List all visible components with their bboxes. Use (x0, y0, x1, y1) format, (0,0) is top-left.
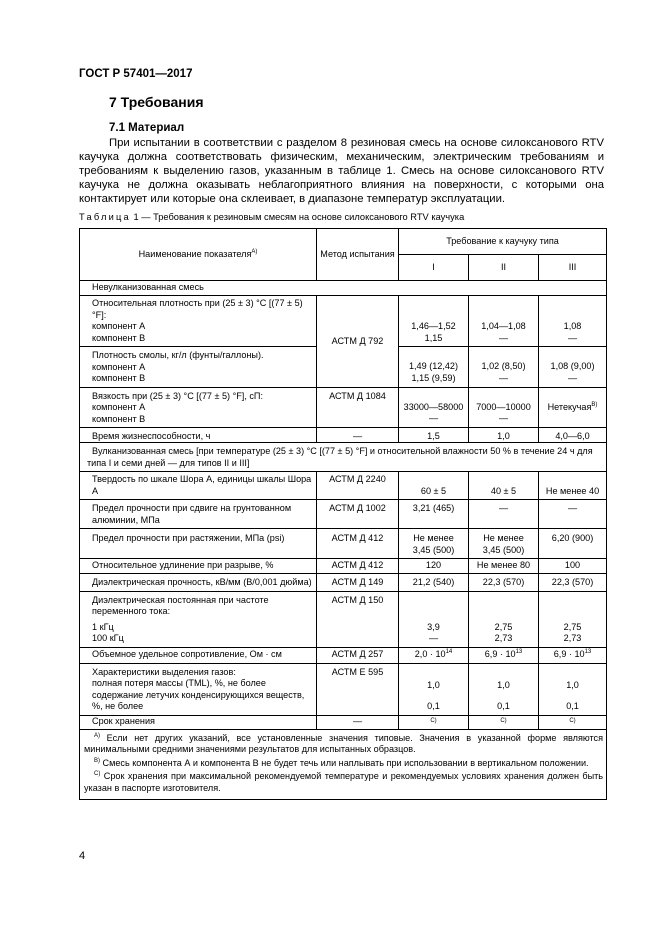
value-cell: 6,9 · 10 (484, 649, 516, 660)
section-title: 7 Требования (109, 94, 204, 110)
value-cell: 1,0 (566, 679, 579, 690)
method-cell: АСТМ Д 2240 (317, 472, 399, 500)
value-cell: — (498, 372, 509, 383)
value-cell: Нетекучая (547, 401, 592, 412)
table-row (80, 387, 607, 428)
table-row (80, 647, 607, 663)
value-cell: 33000—58000 (403, 401, 464, 412)
row-name: Твердость по шкале Шора А, единицы шкалы Шора А (80, 472, 317, 500)
table-row (80, 715, 607, 729)
value-cell: 40 ± 5 (469, 472, 539, 500)
component-a-label: компонент А (92, 402, 146, 412)
frequency-label: 1 кГц (92, 621, 114, 632)
footnote-ref: В) (591, 401, 598, 408)
value-cell: 1,5 (399, 428, 469, 443)
table-footnotes (80, 729, 607, 800)
row-name: Предел прочности при сдвиге на грунтованном алюминии, МПа (80, 500, 317, 529)
value-cell: Не менее (483, 533, 524, 543)
component-b-label: компонент В (92, 413, 146, 424)
value-cell: 100 (539, 559, 607, 574)
row-name: Плотность смолы, кг/л (фунты/галлоны). (92, 350, 264, 360)
method-cell: АСТМ Д 1002 (317, 500, 399, 529)
table-row (80, 663, 607, 715)
method-cell: АСТМ Д 412 (317, 529, 399, 559)
method-cell: — (317, 715, 399, 729)
value-cell: 2,0 · 10 (414, 649, 446, 660)
value-cell: — (539, 500, 607, 529)
method-cell: АСТМ Д 1084 (317, 387, 399, 428)
value-cell: — (428, 413, 439, 423)
row-name: Диэлектрическая постоянная при частоте переменного тока: (92, 594, 269, 616)
value-cell: 2,73 (563, 633, 582, 643)
table-row (80, 428, 607, 443)
table-row (80, 529, 607, 559)
table-row (80, 591, 607, 647)
table-row (80, 472, 607, 500)
method-cell: АСТМ Д 792 (317, 296, 399, 388)
row-name: Срок хранения (80, 715, 317, 729)
footnote-ref: С) (469, 715, 539, 729)
value-cell: 1,0 (469, 428, 539, 443)
header-type-ii: II (469, 255, 539, 281)
exponent: 13 (584, 649, 592, 656)
header-type-iii: III (539, 255, 607, 281)
value-cell: 2,75 (563, 621, 582, 632)
value-cell: 4,0—6,0 (539, 428, 607, 443)
method-cell: АСТМ Е 595 (317, 663, 399, 715)
value-cell: 1,04—1,08 (481, 321, 526, 331)
exponent: 14 (445, 649, 453, 656)
value-cell: 6,9 · 10 (553, 649, 585, 660)
value-cell: 1,08 (9,00) (550, 361, 595, 371)
table-row (80, 574, 607, 592)
value-cell: 60 ± 5 (399, 472, 469, 500)
caption-text: 1 — Требования к резиновым смесям на основе силоксанового RTV каучука (130, 212, 465, 222)
value-cell: Не менее 40 (539, 472, 607, 500)
method-cell: АСТМ Д 257 (317, 647, 399, 663)
value-cell: 2,73 (494, 633, 513, 643)
value-cell: 3,45 (500) (482, 544, 525, 555)
uncured-title: Невулканизованная смесь (80, 281, 607, 296)
value-cell: — (567, 372, 578, 383)
value-cell: 22,3 (570) (469, 574, 539, 592)
footnote-c: $^{С)}$ Срок хранения при максимальной рекомендуемой температуре и рекомендуемых условиях хранения должен быть указан в паспорте изготовителя. (84, 770, 604, 793)
value-cell: 1,02 (8,50) (481, 361, 526, 371)
row-name: Характеристики выделения газов: (92, 666, 236, 677)
value-cell: — (469, 500, 539, 529)
method-cell: АСТМ Д 412 (317, 559, 399, 574)
value-cell: 1,49 (12,42) (408, 361, 459, 371)
value-cell: 3,21 (465) (399, 500, 469, 529)
table-row (80, 500, 607, 529)
table-row (80, 559, 607, 574)
value-cell: 0,1 (566, 701, 579, 711)
method-cell: АСТМ Д 149 (317, 574, 399, 592)
row-name: Вязкость при (25 ± 3) °С [(77 ± 5) °F], сП: (92, 390, 263, 401)
value-cell: 6,20 (900) (539, 529, 607, 559)
row-name: Предел прочности при растяжении, МПа (psi) (80, 529, 317, 559)
caption-label: Таблица (79, 212, 131, 222)
footnote-ref: С) (539, 715, 607, 729)
row-name: Объемное удельное сопротивление, Ом · см (80, 647, 317, 663)
component-b-label: компонент В (92, 373, 146, 383)
gas-tml-label: полная потеря массы (TML), %, не более (92, 678, 266, 688)
value-cell: 1,08 (563, 321, 582, 331)
header-requirement: Требование к каучуку типа (399, 229, 607, 255)
subsection-title: 7.1 Материал (109, 122, 185, 134)
value-cell: — (498, 332, 509, 343)
header-method: Метод испытания (317, 229, 399, 281)
page-number: 4 (79, 850, 86, 862)
row-name: Относительная плотность при (25 ± 3) °С [(77 ± 5) °F]: (92, 298, 303, 320)
value-cell: 1,0 (427, 679, 440, 690)
value-cell: 1,15 (424, 332, 443, 343)
cured-title: Вулканизованная смесь [при температуре (25 ± 3) °С [(77 ± 5) °F] и относительной влажности 50 % в течение 24 ч для типа I и семи дней — для типов II и III] (80, 443, 607, 472)
footnote-b: $^{В)}$ Смесь компонента А и компонента В не будет течь или наплывать при использовании в вертикальном положении. (94, 757, 589, 768)
component-a-label: компонент А (92, 361, 146, 372)
exponent: 13 (515, 649, 523, 656)
value-cell: 0,1 (427, 701, 440, 711)
value-cell: 2,75 (494, 621, 513, 632)
requirements-table (79, 228, 607, 800)
value-cell: 3,45 (500) (412, 544, 455, 555)
value-cell: 1,46—1,52 (411, 321, 456, 331)
value-cell: — (428, 633, 439, 643)
method-cell: — (317, 428, 399, 443)
footnote-ref: С) (399, 715, 469, 729)
component-b-label: компонент В (92, 332, 146, 343)
value-cell: 22,3 (570) (539, 574, 607, 592)
row-name: Время жизнеспособности, ч (80, 428, 317, 443)
value-cell: Не менее (413, 533, 454, 543)
value-cell: 7000—10000 (476, 401, 531, 412)
row-name: Диэлектрическая прочность, кВ/мм (В/0,001 дюйма) (80, 574, 317, 592)
header-name: Наименование показателя$^{А)}$ (80, 229, 317, 281)
value-cell: 120 (399, 559, 469, 574)
value-cell: 1,0 (497, 679, 510, 690)
value-cell: — (567, 332, 578, 343)
document-header: ГОСТ Р 57401—2017 (79, 68, 193, 80)
value-cell: 21,2 (540) (399, 574, 469, 592)
row-name: Относительное удлинение при разрыве, % (80, 559, 317, 574)
header-type-i: I (399, 255, 469, 281)
value-cell: Не менее 80 (469, 559, 539, 574)
frequency-label: 100 кГц (92, 633, 124, 643)
gas-cvcm-label: содержание летучих конденсирующихся веществ, %, не более (92, 689, 305, 711)
value-cell: 3,9 (427, 621, 440, 632)
value-cell: — (498, 413, 509, 423)
footnote-a: $^{А)}$ Если нет других указаний, все установленные значения типовые. Значения в указанной форме являются минимальными средними значениями результатов для испытанных образцов. (84, 732, 604, 754)
value-cell: 1,15 (9,59) (411, 372, 456, 383)
method-cell: АСТМ Д 150 (317, 591, 399, 647)
body-paragraph: При испытании в соответствии с разделом 8 резиновая смесь на основе силоксанового RTV каучука должна соответствовать физическим, механическим, электрическим требованиям и требованиям к выделению газов, указанным в таблице 1. Смесь на основе силоксанового RTV каучука не должна оказывать неблагоприятного влияния на поверхности, с которыми она контактирует или которые она склеивает, в диапазоне температур эксплуатации. (79, 137, 604, 205)
table-row (80, 296, 607, 347)
value-cell: 0,1 (497, 701, 510, 711)
table-caption (79, 212, 464, 222)
component-a-label: компонент А (92, 321, 146, 331)
